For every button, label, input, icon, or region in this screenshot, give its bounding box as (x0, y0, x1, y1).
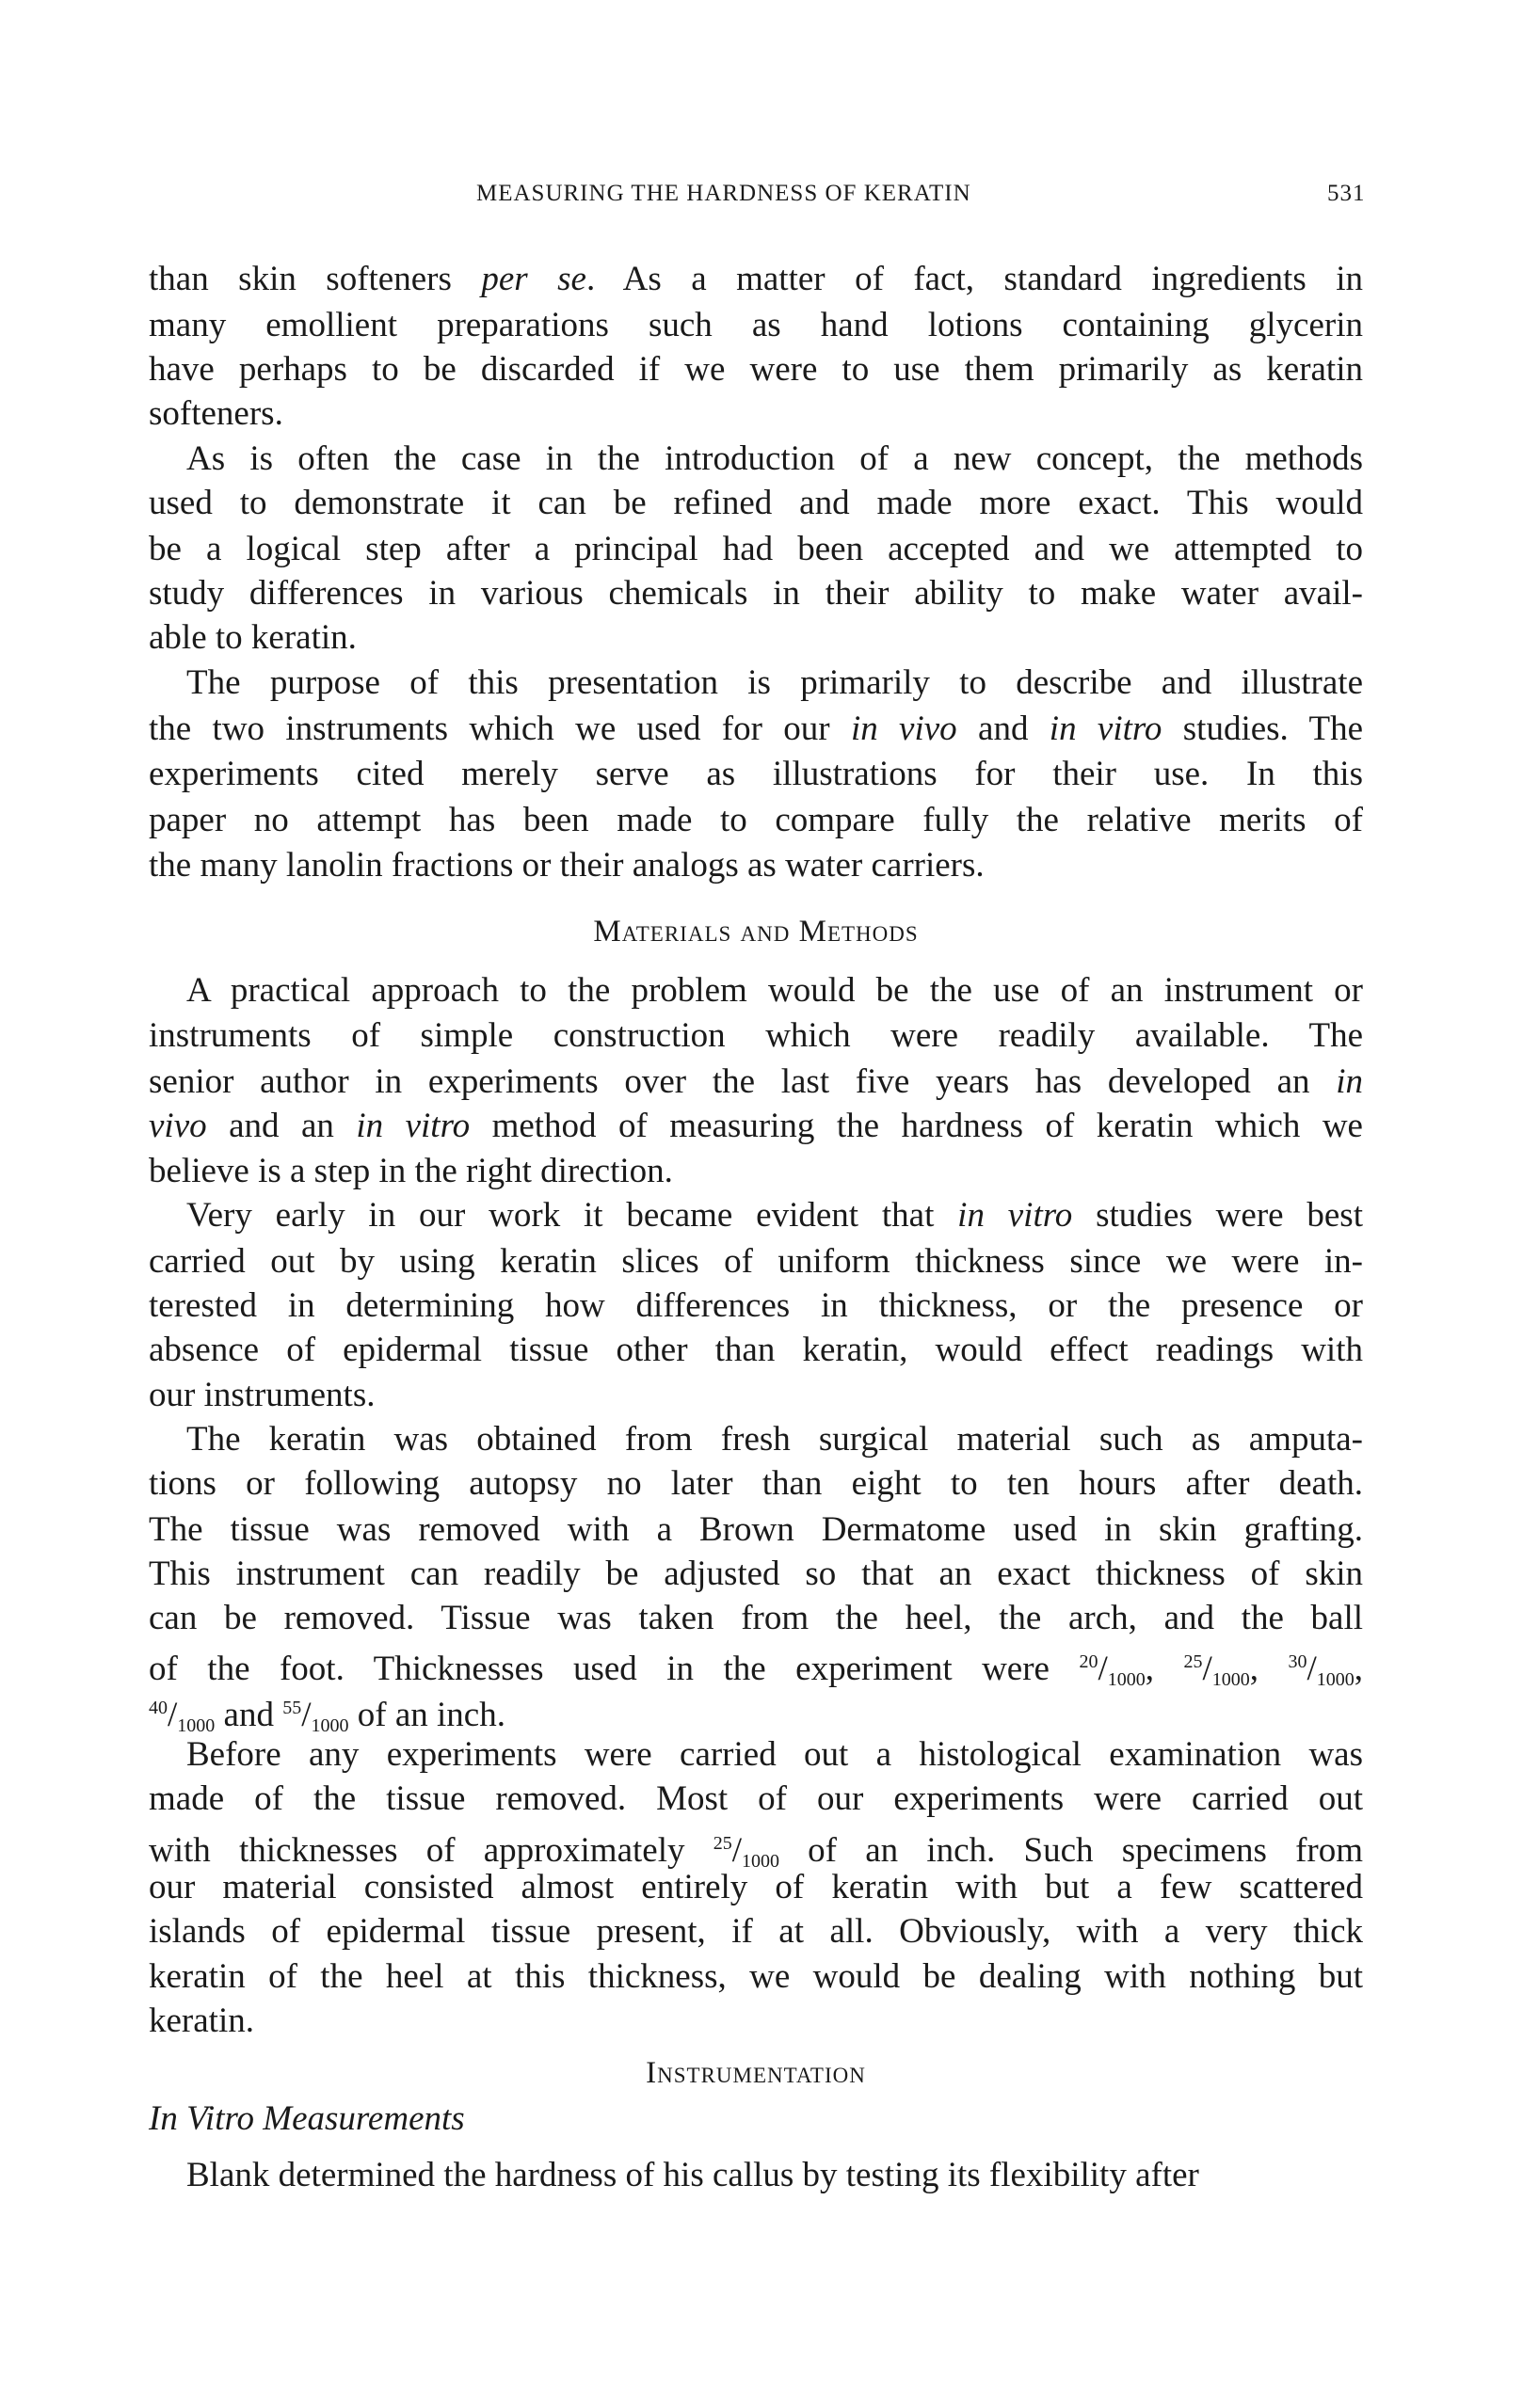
numerator: 20 (1079, 1651, 1098, 1672)
page-number: 531 (1327, 181, 1366, 206)
text-run: islands of epidermal tissue present, if at all. Obviously, with a very thick (149, 1912, 1363, 1951)
text-line (149, 709, 1363, 750)
italic-text: per se (481, 260, 586, 298)
text-run: keratin. (149, 2001, 254, 2040)
italic-text: in vitro (1049, 710, 1162, 748)
fraction-slash: / (1307, 1650, 1317, 1688)
text-run: softeners. (149, 394, 283, 433)
fraction (1183, 1650, 1249, 1688)
text-line (149, 305, 1363, 346)
text-run: carried out by using keratin slices of uniform thickness since we were in- (149, 1242, 1363, 1281)
text-run: studies were best (1072, 1196, 1363, 1235)
text-run: of the foot. Thicknesses used in the experiment were (149, 1650, 1080, 1688)
denominator: 1000 (177, 1715, 216, 1736)
text-run: The purpose of this presentation is primarily to describe and illustrate (186, 663, 1363, 702)
text-run: , (1145, 1650, 1184, 1688)
italic-text: in vitro (957, 1196, 1073, 1235)
text-run: keratin of the heel at this thickness, we would be dealing with nothing but (149, 1957, 1363, 1996)
italic-text: in vitro (356, 1107, 471, 1145)
italic-text: vivo (149, 1107, 207, 1145)
italic-text: In Vitro Measurements (149, 2099, 465, 2138)
text-run: the two instruments which we used for our (149, 710, 851, 748)
text-run: used to demonstrate it can be refined and made more exact. This would (149, 484, 1363, 522)
text-line (149, 1330, 1363, 1371)
fraction-slash: / (1202, 1650, 1212, 1688)
fraction (713, 1831, 779, 1870)
italic-text: in (1336, 1062, 1363, 1101)
text-run: studies. The (1162, 710, 1364, 748)
text-line (149, 2155, 1363, 2196)
text-line (149, 1061, 1363, 1103)
text-run: and (956, 710, 1050, 748)
text-run: of an inch. Such specimens from (778, 1831, 1363, 1870)
italic-text: in vivo (850, 710, 957, 748)
text-run: tions or following autopsy no later than eight to ten hours after death. (149, 1464, 1363, 1503)
text-line (149, 1554, 1363, 1595)
text-run: The tissue was removed with a Brown Dermatome used in skin grafting. (149, 1510, 1363, 1549)
fraction-slash: / (731, 1831, 742, 1870)
text-run: our material consisted almost entirely of keratin with but a few scattered (149, 1868, 1363, 1906)
text-run: method of measuring the hardness of keratin which we (470, 1107, 1363, 1145)
text-line (149, 754, 1363, 795)
numerator: 25 (1183, 1651, 1203, 1672)
text-run: of an inch. (348, 1696, 505, 1734)
text-line (149, 1867, 1363, 1908)
text-run: paper no attempt has been made to compare fully the relative merits of (149, 801, 1363, 839)
text-line (149, 1241, 1363, 1283)
section-heading (149, 2052, 1363, 2094)
fraction (149, 1696, 215, 1734)
text-line (149, 617, 1363, 659)
text-line (149, 1463, 1363, 1505)
text-line (149, 1375, 1363, 1416)
fraction (1288, 1650, 1354, 1688)
text-run: terested in determining how differences in thickness, or the presence or (149, 1286, 1363, 1325)
text-line (149, 1195, 1363, 1236)
text-line (149, 662, 1363, 704)
text-run: absence of epidermal tissue other than keratin, would effect readings with (149, 1331, 1363, 1369)
text-run: As is often the case in the introduction of a new concept, the methods (186, 439, 1363, 478)
text-line (149, 1956, 1363, 1998)
numerator: 55 (282, 1698, 302, 1718)
denominator: 1000 (1211, 1669, 1250, 1690)
fraction-slash: / (301, 1696, 312, 1734)
text-run: Instrumentation (646, 2056, 866, 2090)
subsection-heading (149, 2098, 1363, 2140)
text-run: senior author in experiments over the last five years has developed an (149, 1062, 1337, 1101)
numerator: 30 (1288, 1651, 1307, 1672)
text-run: and (215, 1696, 283, 1734)
text-run: . As a matter of fact, standard ingredients in (585, 260, 1363, 298)
denominator: 1000 (311, 1715, 349, 1736)
text-run: This instrument can readily be adjusted so that an exact thickness of skin (149, 1555, 1363, 1593)
text-run: made of the tissue removed. Most of our experiments were carried out (149, 1779, 1363, 1818)
text-run: experiments cited merely serve as illustrations for their use. In this (149, 755, 1363, 793)
text-line (149, 573, 1363, 614)
text-run: many emollient preparations such as hand lotions containing glycerin (149, 306, 1363, 344)
text-run: believe is a step in the right direction. (149, 1152, 673, 1190)
text-line (149, 1285, 1363, 1327)
fraction-slash: / (1098, 1650, 1108, 1688)
text-line (149, 1509, 1363, 1551)
fraction-slash: / (168, 1696, 178, 1734)
text-run: with thicknesses of approximately (149, 1831, 713, 1870)
text-run: , (1354, 1650, 1364, 1688)
fraction (1079, 1650, 1145, 1688)
running-title: MEASURING THE HARDNESS OF KERATIN (476, 181, 971, 206)
fraction (282, 1696, 348, 1734)
text-line (149, 439, 1363, 480)
text-line (149, 2001, 1363, 2042)
denominator: 1000 (1316, 1669, 1355, 1690)
text-run: our instruments. (149, 1376, 376, 1414)
text-run: study differences in various chemicals in their ability to make water avail- (149, 574, 1363, 613)
text-line (149, 1419, 1363, 1460)
text-line (149, 1778, 1363, 1820)
text-run: and an (206, 1107, 357, 1145)
text-line (149, 349, 1363, 391)
text-line (149, 800, 1363, 841)
text-run: Blank determined the hardness of his callus by testing its flexibility after (186, 2156, 1199, 2194)
text-run: , (1249, 1650, 1289, 1688)
text-run: able to keratin. (149, 618, 357, 657)
text-line (149, 1015, 1363, 1057)
numerator: 25 (713, 1833, 732, 1854)
text-run: Very early in our work it became evident that (186, 1196, 958, 1235)
text-line (149, 1598, 1363, 1639)
text-line (149, 1151, 1363, 1192)
text-run: have perhaps to be discarded if we were to use them primarily as keratin (149, 350, 1363, 389)
text-line (149, 970, 1363, 1012)
text-line (149, 393, 1363, 435)
text-line (149, 1911, 1363, 1953)
denominator: 1000 (1107, 1669, 1146, 1690)
text-line (149, 1106, 1363, 1147)
section-heading (149, 911, 1363, 952)
text-line (149, 1734, 1363, 1776)
text-run: be a logical step after a principal had been accepted and we attempted to (149, 530, 1363, 568)
text-run: A practical approach to the problem would be the use of an instrument or (186, 971, 1363, 1010)
text-run: can be removed. Tissue was taken from the heel, the arch, and the ball (149, 1599, 1363, 1637)
numerator: 40 (149, 1698, 168, 1718)
denominator: 1000 (741, 1851, 779, 1872)
text-line (149, 259, 1363, 300)
text-run: The keratin was obtained from fresh surgical material such as amputa- (186, 1420, 1363, 1459)
text-run: than skin softeners (149, 260, 482, 298)
text-run: the many lanolin fractions or their analogs as water carriers. (149, 846, 985, 885)
text-line (149, 529, 1363, 570)
text-run: Before any experiments were carried out a histological examination was (186, 1735, 1363, 1774)
text-run: instruments of simple construction which were readily available. The (149, 1016, 1363, 1055)
text-line (149, 483, 1363, 524)
text-line (149, 845, 1363, 886)
text-run: Materials and Methods (593, 915, 919, 949)
